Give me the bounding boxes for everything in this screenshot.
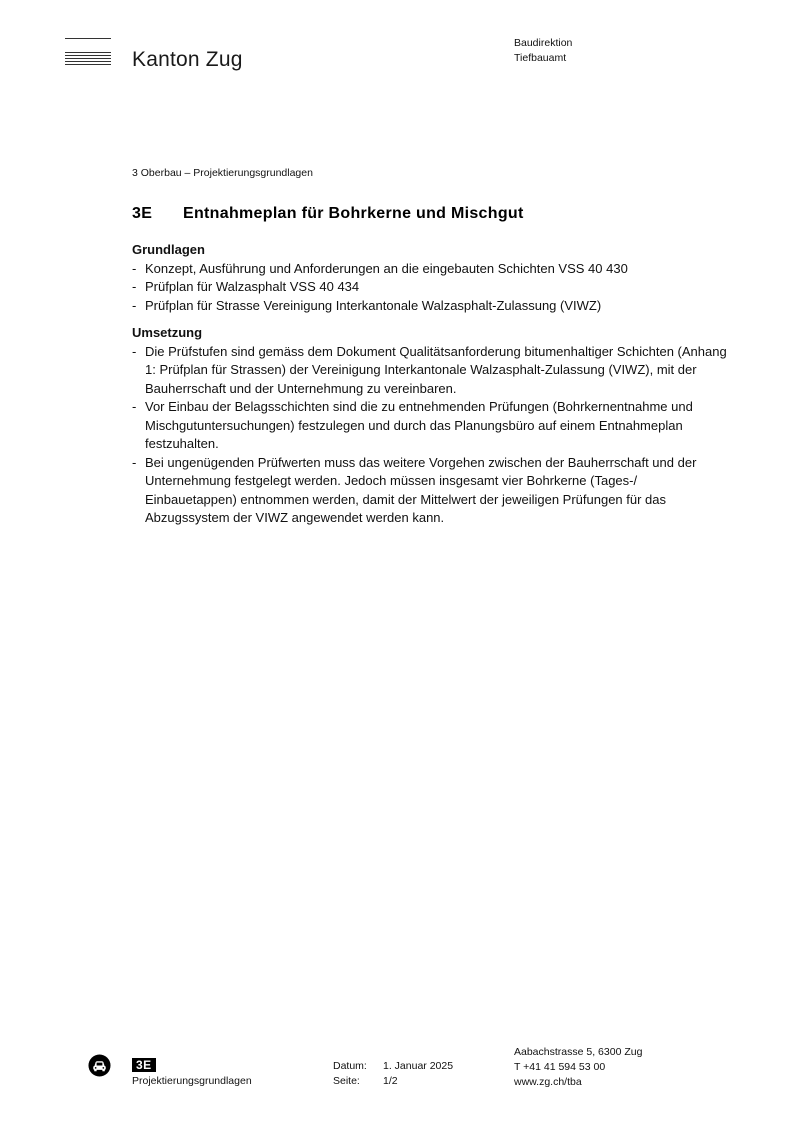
page-value: 1/2 xyxy=(383,1075,398,1087)
contact-block xyxy=(514,1045,642,1090)
department-block xyxy=(514,36,572,66)
page-title xyxy=(132,205,524,223)
logo-text: Kanton Zug xyxy=(132,48,243,71)
chapter-number: 3E xyxy=(132,205,153,222)
page-label: Seite: xyxy=(333,1075,360,1087)
phone: T +41 41 594 53 00 xyxy=(514,1061,606,1073)
list-item: - Prüfplan für Strasse Vereinigung Interkantonale Walzasphalt-Zulassung (VIWZ) xyxy=(132,297,602,313)
list-item: - Vor Einbau der Belagsschichten sind die zu entnehmenden Prüfungen (Bohrkernentnahme und Mischgutuntersuchungen) festzulegen und durch das Planungsbüro auf einem Entnahmeplan festzuhalten. xyxy=(132,399,693,451)
section-title: Umsetzung xyxy=(132,325,203,340)
car-icon xyxy=(88,1054,111,1077)
section-title: Grundlagen xyxy=(132,242,205,257)
bullet-list xyxy=(132,343,732,528)
date-label: Datum: xyxy=(333,1060,367,1072)
office-name: Tiefbauamt xyxy=(514,52,567,64)
bullet-list xyxy=(132,260,732,316)
list-item: - Die Prüfstufen sind gemäss dem Dokument Qualitätsanforderung bitumenhaltiger Schichten (Anhang 1: Prüfplan für Strassen) der Vereinigung Interkantonale Walzasphalt-Zulassung (VIWZ), mit der Bauherrschaft und der Unternehmung zu vereinbaren. xyxy=(132,343,727,396)
kanton-zug-logo-mark xyxy=(65,38,111,67)
document-body xyxy=(132,241,732,528)
list-item: - Konzept, Ausführung und Anforderungen an die eingebauten Schichten VSS 40 430 xyxy=(132,260,628,276)
list-item: - Prüfplan für Walzasphalt VSS 40 434 xyxy=(132,279,360,294)
section-umsetzung xyxy=(132,324,732,528)
chapter-title: Entnahmeplan für Bohrkerne und Mischgut xyxy=(183,205,524,222)
breadcrumb: 3 Oberbau – Projektierungsgrundlagen xyxy=(132,167,313,179)
website-link[interactable]: www.zg.ch/tba xyxy=(514,1076,582,1088)
date-value: 1. Januar 2025 xyxy=(383,1060,454,1072)
chapter-badge: 3E xyxy=(132,1058,156,1072)
footer-doc-title: Projektierungsgrundlagen xyxy=(132,1075,252,1087)
address: Aabachstrasse 5, 6300 Zug xyxy=(514,1046,643,1058)
section-grundlagen xyxy=(132,241,732,315)
list-item: - Bei ungenügenden Prüfwerten muss das weitere Vorgehen zwischen der Bauherrschaft und der Unternehmung festgelegt werden. Jedoch müssen insgesamt vier Bohrkerne (Tages-/ Einbauetappen) entnommen werden, damit der Mittelwert der jeweiligen Prüfungen für das Abzugssystem der VIWZ angewendet werden kann. xyxy=(132,454,697,525)
department-name: Baudirektion xyxy=(514,37,573,49)
